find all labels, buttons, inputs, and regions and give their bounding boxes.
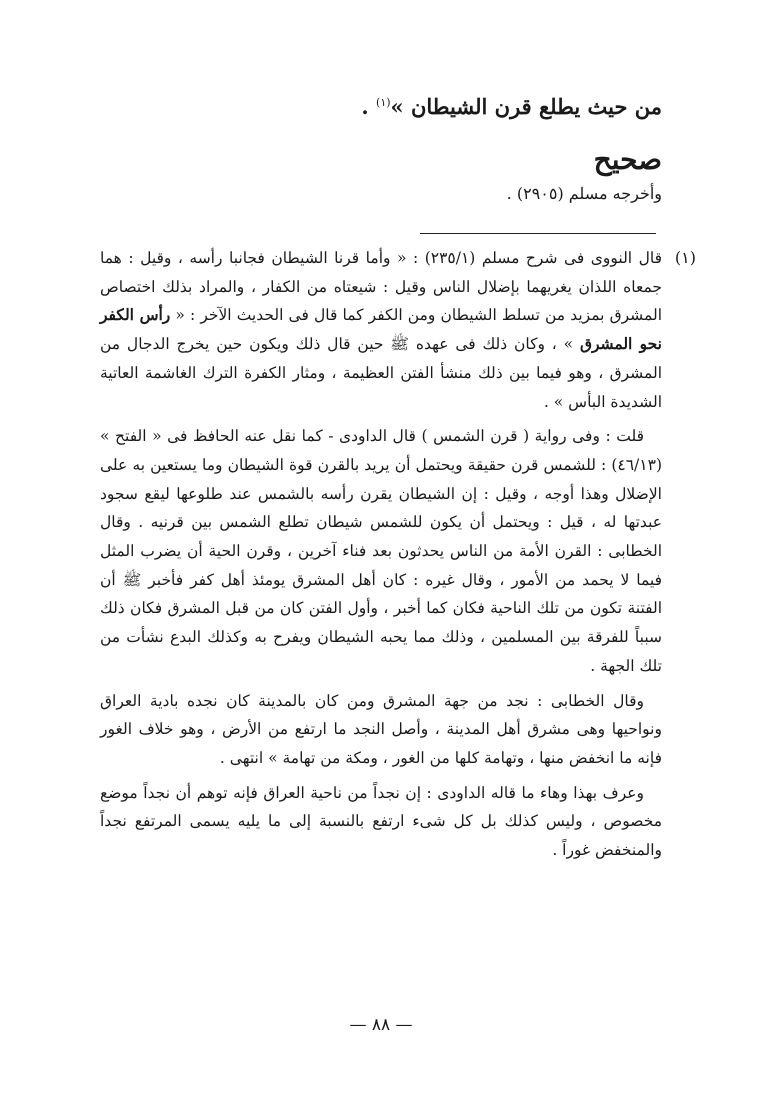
page-number: — ٨٨ —: [349, 1015, 413, 1035]
footnote-block: [100, 244, 696, 865]
fn-p1-text-a: قال النووى فى شرح مسلم (٢٣٥/١) : « وأما قرنا الشيطان فجانبا رأسه ، وقيل : هما جمعاه اللذان يغريهما بإضلال الناس وقيل : شيعتاه من الكفار ، والمراد بذلك اختصاص المشرق بمزيد من تسلط الشيطان ومن الكفر كما قال فى الحديث الآخر : «: [100, 249, 662, 325]
footnote-paragraph-4: وعرف بهذا وهاء ما قاله الداودى : إن نجداً من ناحية العراق فإنه توهم أن نجداً موضع مخصوص ، وليس كذلك بل كل شىء ارتفع بالنسبة إلى ما يليه يسمى المرتفع نجداً والمنخفض غوراً .: [100, 783, 662, 860]
footnote-paragraph-3: وقال الخطابى : نجد من جهة المشرق ومن كان بالمدينة كان نجده بادية العراق ونواحيها وهى مشرق أهل المدينة ، وأصل النجد ما ارتفع من الأرض ، وهو خلاف الغور فإنه ما انخفض منها ، وتهامة كلها من الغور ، ومكة من تهامة » انتهى .: [100, 691, 662, 767]
hadith-grade: صحيح: [593, 143, 662, 176]
footnote-paragraph-2: قلت : وفى رواية ( قرن الشمس ) قال الداودى - كما نقل عنه الحافظ فى « الفتح » (٤٦/١٣) : للشمس قرن حقيقة ويحتمل أن يريد بالقرن قوة الشيطان وما يستعين به على الإضلال وهذا أوجه ، وقيل : إن الشيطان يقرن رأسه بالشمس عند طلوعها ليقع سجود عبدتها له ، قيل : ويحتمل أن يكون للشمس شيطان تطلع الشمس بين قرنيه . وقال الخطابى : القرن الأمة من الناس يحدثون بعد فناء آخرين ، وقرن الحية أن يضرب المثل فيما لا يحمد من الأمور ، وقال غيره : كان أهل المشرق يومئذ أهل كفر فأخبر ﷺ أن الفتنة تكون من تلك الناحية فكان كما أخبر ، وأول الفتن كان من قبل المشرق فكان ذلك سبباً للفرقة بين المسلمين ، وذلك مما يحبه الشيطان ويفرح به وكذلك البدع نشأت من تلك الجهة .: [100, 427, 662, 675]
fn-p1-text-b: » ، وكان ذلك فى عهده ﷺ حين قال ذلك ويكون حين يخرج الدجال من المشرق ، وهو فيما بين ذلك منشأ الفتن العظيمة ، ومثار الكفرة الترك الغاشمة العاتية الشديدة البأس » .: [100, 335, 662, 411]
footnote-paragraph-1: [100, 244, 662, 416]
hadith-ending-period: .: [361, 94, 377, 119]
hadith-ending-text: من حيث يطلع قرن الشيطان »: [390, 94, 662, 119]
footnote-separator: [420, 233, 656, 234]
footnote-number: (١): [674, 248, 696, 267]
source-reference: وأخرجه مسلم (٢٩٠٥) .: [506, 184, 662, 203]
fn-p1-bold-quote: رأس الكفر نحو المشرق: [100, 305, 662, 354]
hadith-ending-line: [102, 86, 662, 124]
footnote-ref-marker[interactable]: (١): [376, 96, 391, 109]
